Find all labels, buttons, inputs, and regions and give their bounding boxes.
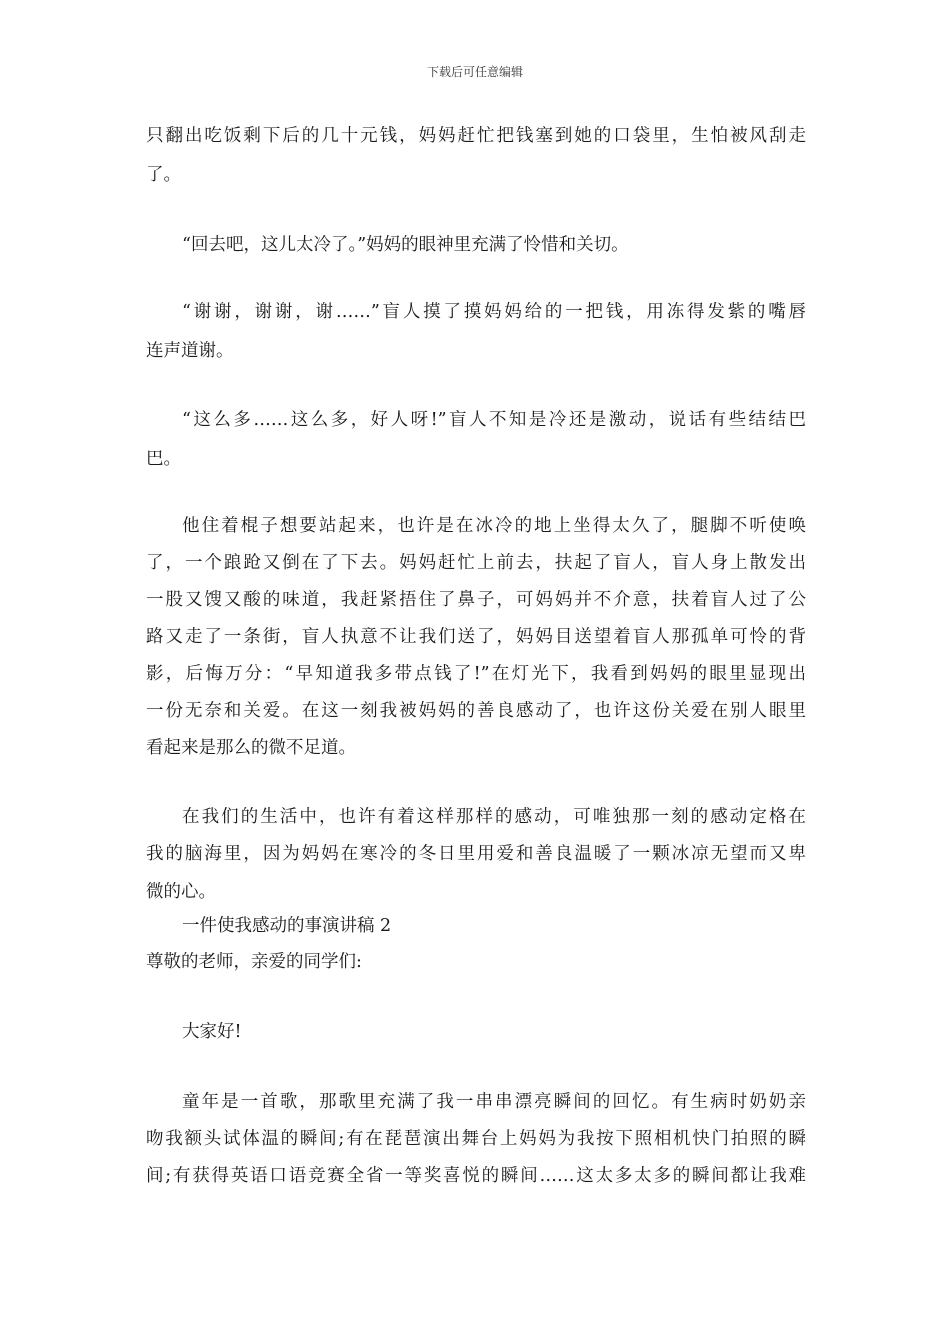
greeting: 大家好! (182, 1022, 242, 1042)
text-line: 微的心。 (146, 882, 216, 902)
text-line: 巴。 (146, 449, 181, 469)
text-line: 连声道谢。 (146, 341, 234, 361)
text-line: 一份无奈和关爱。在这一刻我被妈妈的善良感动了，也许这份关爱在别人眼里 (146, 701, 806, 721)
text-line: 在我们的生活中，也许有着这样那样的感动，可唯独那一刻的感动定格在 (182, 807, 806, 827)
text-line: 了，一个踉跄又倒在了下去。妈妈赶忙上前去，扶起了盲人，盲人身上散发出 (146, 553, 806, 573)
section-title: 一件使我感动的事演讲稿 2 (182, 916, 392, 936)
text-line: 童年是一首歌，那歌里充满了我一串串漂亮瞬间的回忆。有生病时奶奶亲 (182, 1092, 806, 1112)
salutation: 尊敬的老师，亲爱的同学们: (146, 952, 362, 972)
text-line: “谢谢，谢谢，谢……”盲人摸了摸妈妈给的一把钱，用冻得发紫的嘴唇 (182, 302, 806, 322)
text-line: 只翻出吃饭剩下后的几十元钱，妈妈赶忙把钱塞到她的口袋里，生怕被风刮走 (146, 126, 806, 146)
text-line: 看起来是那么的微不足道。 (146, 738, 356, 758)
text-line: 影，后悔万分：“早知道我多带点钱了!”在灯光下，我看到妈妈的眼里显现出 (146, 664, 806, 684)
text-line: “这么多……这么多，好人呀!”盲人不知是冷还是激动，说话有些结结巴 (182, 410, 806, 430)
text-line: 吻我额头试体温的瞬间;有在琵琶演出舞台上妈妈为我按下照相机快门拍照的瞬 (146, 1129, 806, 1149)
text-line: 了。 (146, 165, 181, 185)
page-header: 下载后可任意编辑 (426, 65, 523, 79)
text-line: 路又走了一条街，盲人执意不让我们送了，妈妈目送望着盲人那孤单可怜的背 (146, 627, 806, 647)
text-line: “回去吧，这儿太冷了。”妈妈的眼神里充满了怜惜和关切。 (182, 235, 629, 255)
text-line: 他住着棍子想要站起来，也许是在冰冷的地上坐得太久了，腿脚不听使唤 (182, 516, 806, 536)
text-line: 我的脑海里，因为妈妈在寒冷的冬日里用爱和善良温暖了一颗冰凉无望而又卑 (146, 844, 806, 864)
text-line: 间;有获得英语口语竞赛全省一等奖喜悦的瞬间……这太多太多的瞬间都让我难 (146, 1166, 806, 1186)
text-line: 一股又馊又酸的味道，我赶紧捂住了鼻子，可妈妈并不介意，扶着盲人过了公 (146, 590, 806, 610)
